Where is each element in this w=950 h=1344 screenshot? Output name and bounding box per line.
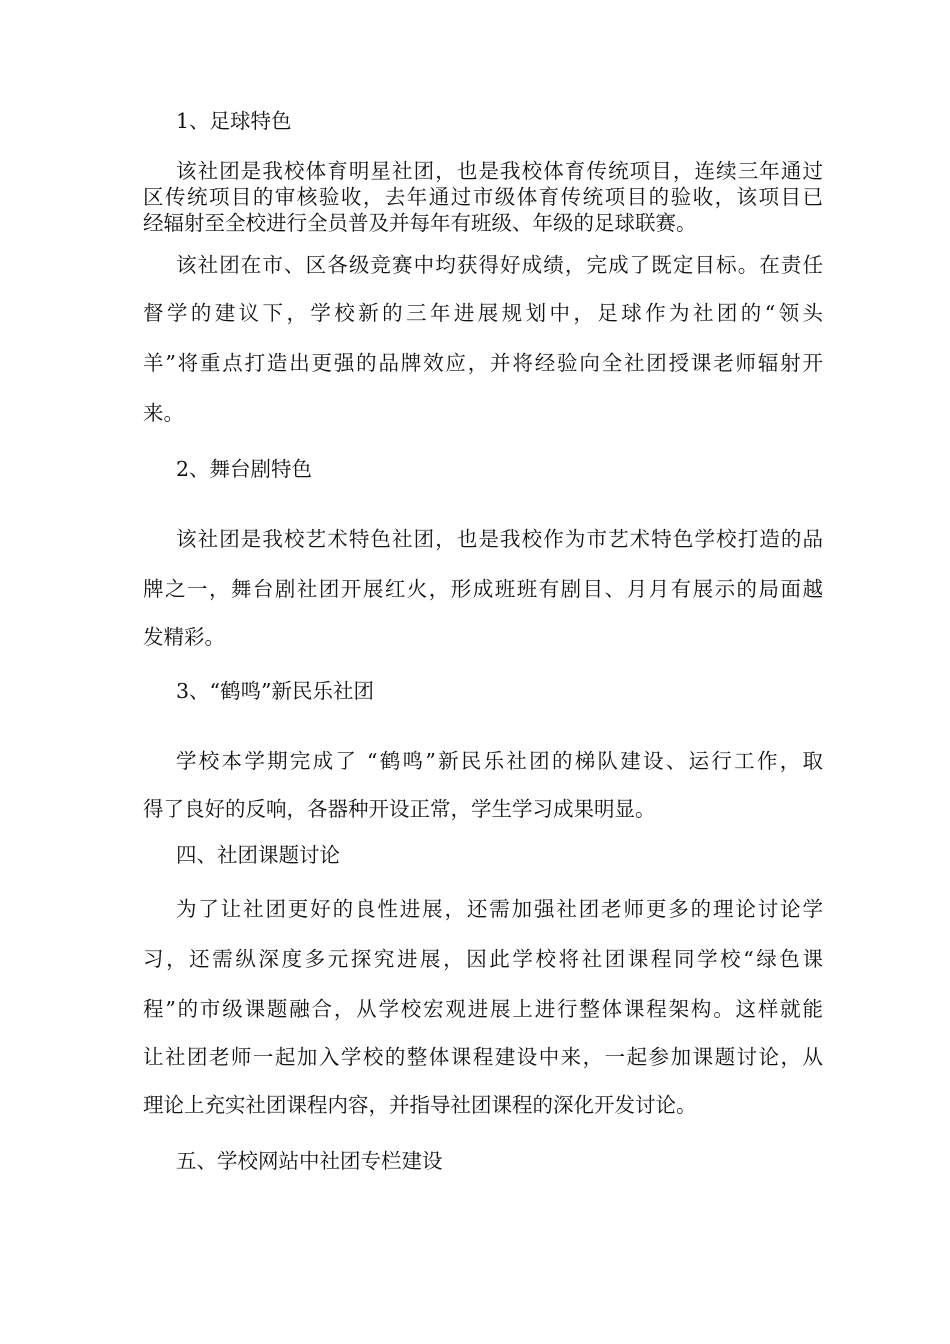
paragraph-line: 发精彩。: [143, 625, 225, 649]
section-heading: 3、“鹤鸣”新民乐社团: [176, 679, 375, 703]
paragraph-line: 让社团老师一起加入学校的整体课程建设中来，一起参加课题讨论，从: [143, 1045, 823, 1069]
paragraph-line: 区传统项目的审核验收，去年通过市级体育传统项目的验收，该项目已: [143, 185, 823, 209]
paragraph-line: 该社团在市、区各级竞赛中均获得好成绩，完成了既定目标。在责任: [176, 253, 823, 277]
paragraph-line: 得了良好的反响，各器种开设正常，学生学习成果明显。: [143, 797, 656, 821]
paragraph-line: 理论上充实社团课程内容，并指导社团课程的深化开发讨论。: [143, 1093, 697, 1117]
paragraph-line: 经辐射至全校进行全员普及并每年有班级、年级的足球联赛。: [143, 211, 697, 235]
paragraph-line: 程”的市级课题融合，从学校宏观进展上进行整体课程架构。这样就能: [143, 997, 823, 1021]
paragraph-line: 来。: [143, 401, 184, 425]
paragraph-line: 学校本学期完成了 “鹤鸣”新民乐社团的梯队建设、运行工作，取: [176, 749, 823, 773]
section-heading: 1、足球特色: [176, 109, 292, 133]
section-heading: 四、社团课题讨论: [176, 843, 340, 867]
paragraph-line: 该社团是我校艺术特色社团，也是我校作为市艺术特色学校打造的品: [176, 527, 823, 551]
section-heading: 五、学校网站中社团专栏建设: [176, 1149, 443, 1173]
paragraph-line: 督学的建议下，学校新的三年进展规划中，足球作为社团的“领头: [143, 301, 823, 325]
paragraph-line: 牌之一，舞台剧社团开展红火，形成班班有剧目、月月有展示的局面越: [143, 577, 823, 601]
paragraph-line: 习，还需纵深度多元探究进展，因此学校将社团课程同学校“绿色课: [143, 947, 823, 971]
section-heading: 2、舞台剧特色: [176, 457, 313, 481]
paragraph-line: 该社团是我校体育明星社团，也是我校体育传统项目，连续三年通过: [176, 159, 823, 183]
paragraph-line: 为了让社团更好的良性进展，还需加强社团老师更多的理论讨论学: [176, 897, 823, 921]
paragraph-line: 羊”将重点打造出更强的品牌效应，并将经验向全社团授课老师辐射开: [143, 351, 823, 375]
